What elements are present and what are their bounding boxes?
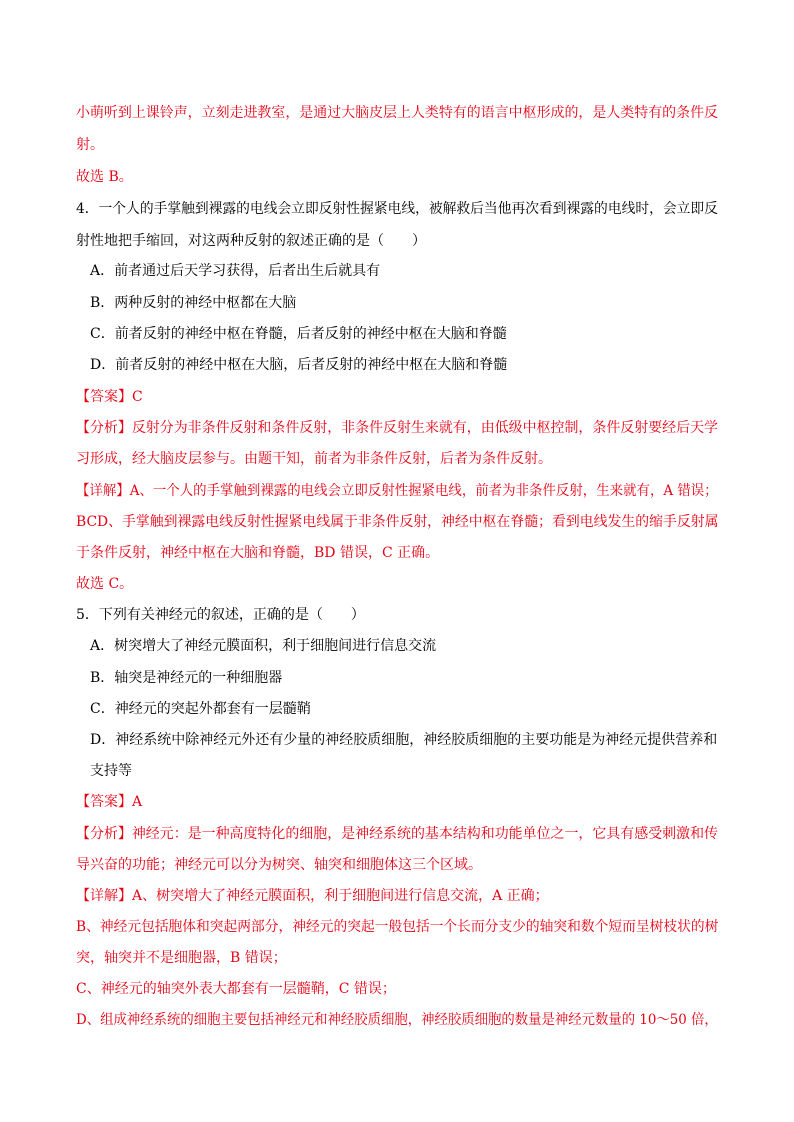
question-5-stem: 5．下列有关神经元的叙述，正确的是（ ） xyxy=(76,607,365,623)
explanation: 突，轴突并不是细胞器，B 错误； xyxy=(76,950,287,966)
analysis: 习形成，经大脑皮层参与。由题干知，前者为非条件反射，后者为条件反射。 xyxy=(76,451,552,467)
text-line: 故选 B。 xyxy=(76,169,133,185)
option-d: 支持等 xyxy=(90,763,132,779)
explanation: 【详解】A、树突增大了神经元膜面积，利于细胞间进行信息交流，A 正确； xyxy=(76,888,549,904)
explanation: 于条件反射，神经中枢在大脑和脊髓，BD 错误，C 正确。 xyxy=(76,545,440,561)
explanation: 【详解】A、一个人的手掌触到裸露的电线会立即反射性握紧电线，前者为非条件反射，生来就有，A 错误； xyxy=(76,483,718,499)
analysis: 导兴奋的功能；神经元可以分为树突、轴突和细胞体这三个区域。 xyxy=(76,857,482,873)
question-4-stem: 4．一个人的手掌触到裸露的电线会立即反射性握紧电线，被解救后当他再次看到裸露的电线时，会立即反 xyxy=(76,201,718,217)
option-b: B．轴突是神经元的一种细胞器 xyxy=(90,670,283,686)
analysis: 【分析】反射分为非条件反射和条件反射，非条件反射生来就有，由低级中枢控制，条件反射要经后天学 xyxy=(76,420,719,436)
option-a: A．树突增大了神经元膜面积，利于细胞间进行信息交流 xyxy=(90,638,437,654)
option-a: A．前者通过后天学习获得，后者出生后就具有 xyxy=(90,263,381,279)
explanation: B、神经元包括胞体和突起两部分，神经元的突起一般包括一个长而分支少的轴突和数个短而呈树枝状的树 xyxy=(76,919,719,935)
option-c: C．神经元的突起外都套有一层髓鞘 xyxy=(90,701,311,717)
explanation: C、神经元的轴突外表大都套有一层髓鞘，C 错误； xyxy=(76,981,396,997)
answer: 【答案】C xyxy=(76,389,143,405)
option-c: C．前者反射的神经中枢在脊髓，后者反射的神经中枢在大脑和脊髓 xyxy=(90,326,507,342)
answer: 【答案】A xyxy=(76,794,143,810)
option-b: B．两种反射的神经中枢都在大脑 xyxy=(90,295,297,311)
text-line: 小萌听到上课铃声，立刻走进教室，是通过大脑皮层上人类特有的语言中枢形成的，是人类特有的条件反 xyxy=(76,105,719,121)
option-d: D．前者反射的神经中枢在大脑，后者反射的神经中枢在大脑和脊髓 xyxy=(90,357,508,373)
explanation: BCD、手掌触到裸露电线反射性握紧电线属于非条件反射，神经中枢在脊髓；看到电线发生的缩手反射属 xyxy=(76,514,719,530)
explanation: D、组成神经系统的细胞主要包括神经元和神经胶质细胞，神经胶质细胞的数量是神经元数量的 10～50 倍， xyxy=(76,1012,718,1028)
text-line: 射。 xyxy=(76,137,104,153)
option-d: D．神经系统中除神经元外还有少量的神经胶质细胞，神经胶质细胞的主要功能是为神经元提供营养和 xyxy=(90,732,718,748)
conclusion: 故选 C。 xyxy=(76,576,134,592)
question-4-stem: 射性地把手缩回，对这两种反射的叙述正确的是（ ） xyxy=(76,233,426,249)
analysis: 【分析】神经元：是一种高度特化的细胞，是神经系统的基本结构和功能单位之一，它具有感受刺激和传 xyxy=(76,826,719,842)
